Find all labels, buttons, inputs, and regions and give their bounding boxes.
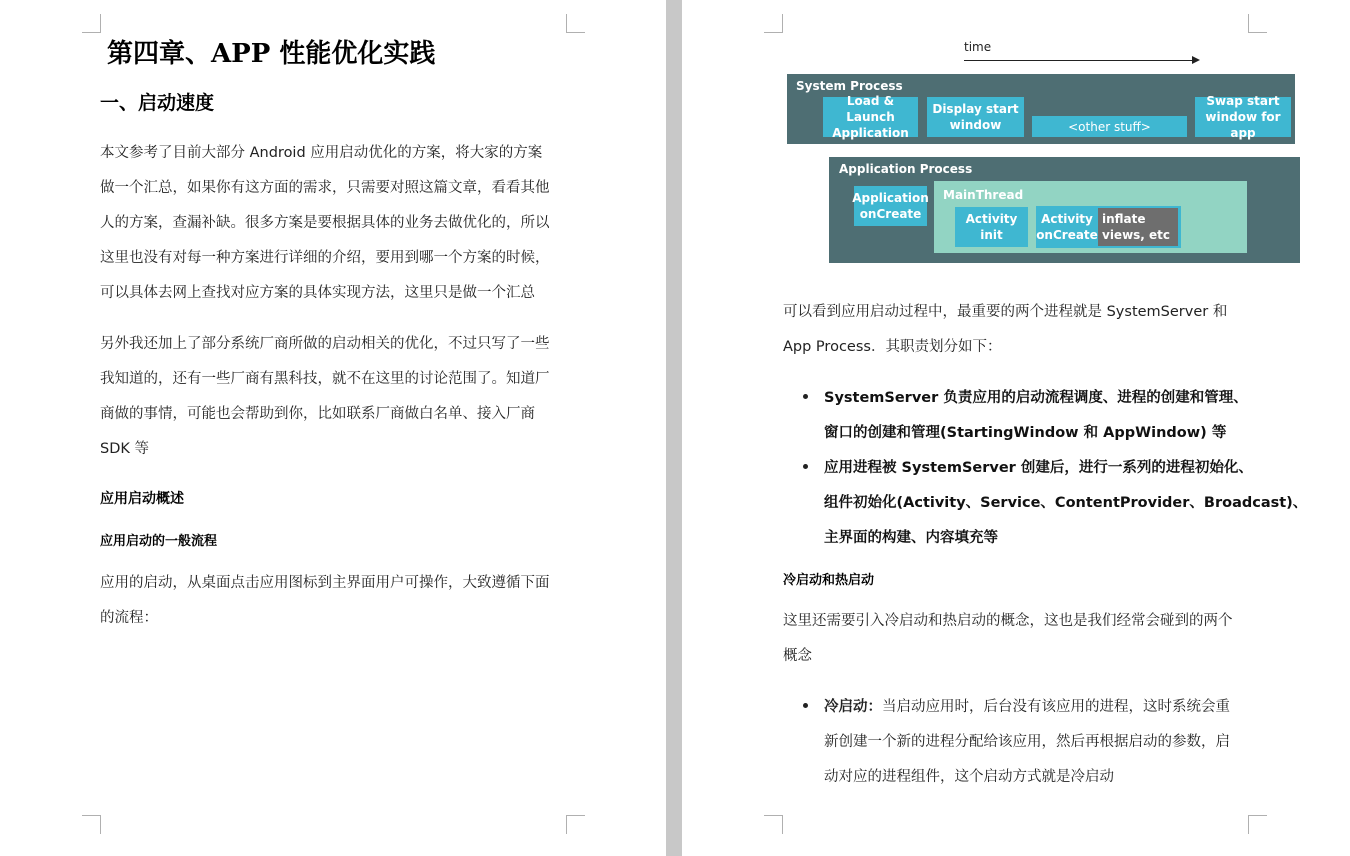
time-arrow-head (1192, 56, 1200, 64)
paragraph-line: 这里还需要引入冷启动和热启动的概念，这也是我们经常会碰到的两个 (783, 613, 1233, 629)
paragraph-line: 的流程： (100, 610, 158, 626)
corner-mark (1248, 14, 1267, 33)
paragraph-line: 概念 (783, 648, 812, 664)
bullet-line: 主界面的构建、内容填充等 (824, 530, 998, 546)
paragraph-line: 可以具体去网上查找对应方案的具体实现方法，这里只是做一个汇总 (100, 285, 535, 301)
other-stuff-box: <other stuff> (1032, 116, 1187, 137)
load-launch-box: Load & Launch Application (823, 97, 918, 137)
paragraph-line: 人的方案，查漏补缺。很多方案是要根据具体的业务去做优化的，所以 (100, 215, 550, 231)
corner-mark (82, 815, 101, 834)
corner-mark (566, 14, 585, 33)
bullet-line: 窗口的创建和管理(StartingWindow 和 AppWindow) 等 (824, 425, 1227, 441)
paragraph-line: 本文参考了目前大部分 Android 应用启动优化的方案，将大家的方案 (100, 145, 543, 161)
bullet-line: 动对应的进程组件，这个启动方式就是冷启动 (824, 769, 1114, 785)
bullet-line (824, 695, 1230, 716)
paragraph-line: 商做的事情，可能也会帮助到你，比如联系厂商做白名单、接入厂商 (100, 406, 535, 422)
corner-mark (1248, 815, 1267, 834)
activity-oncreate-label: Activity onCreate (1036, 212, 1098, 242)
bullet-line: 新创建一个新的进程分配给该应用，然后再根据启动的参数，启 (824, 734, 1230, 750)
bullet-dot (803, 394, 808, 399)
corner-mark (82, 14, 101, 33)
paragraph-line: 应用的启动，从桌面点击应用图标到主界面用户可操作，大致遵循下面 (100, 575, 550, 591)
paragraph-line: 可以看到应用启动过程中，最重要的两个进程就是 SystemServer 和 (783, 304, 1228, 320)
right-page (682, 0, 1350, 856)
time-arrow-line (964, 60, 1192, 61)
system-process-label: System Process (796, 79, 903, 93)
paragraph-line: SDK 等 (100, 441, 149, 457)
bullet-line: 应用进程被 SystemServer 创建后，进行一系列的进程初始化、 (824, 460, 1253, 476)
startup-process-diagram (787, 36, 1302, 266)
cold-start-text: 当启动应用时，后台没有该应用的进程，这时系统会重 (882, 699, 1230, 715)
chapter-title: 第四章、APP 性能优化实践 (107, 39, 436, 69)
corner-mark (566, 815, 585, 834)
display-start-window-box: Display start window (927, 97, 1024, 137)
bullet-dot (803, 464, 808, 469)
time-label: time (964, 40, 992, 54)
paragraph-line: App Process．其职责划分如下： (783, 339, 1002, 355)
cold-start-term: 冷启动： (824, 699, 882, 715)
application-process-label: Application Process (839, 162, 973, 176)
swap-start-window-box: Swap start window for app (1195, 97, 1291, 137)
corner-mark (764, 815, 783, 834)
activity-init-box: Activity init (955, 207, 1028, 247)
heading-overview: 应用启动概述 (100, 491, 184, 507)
application-oncreate-box: Application onCreate (854, 186, 927, 226)
heading-cold-hot: 冷启动和热启动 (783, 573, 875, 588)
section-title: 一、启动速度 (100, 92, 215, 114)
bullet-dot (803, 703, 808, 708)
paragraph-line: 我知道的，还有一些厂商有黑科技，就不在这里的讨论范围了。知道厂 (100, 371, 550, 387)
corner-mark (764, 14, 783, 33)
left-page (0, 0, 666, 856)
paragraph-line: 另外我还加上了部分系统厂商所做的启动相关的优化，不过只写了一些 (100, 336, 550, 352)
bullet-line: 组件初始化(Activity、Service、ContentProvider、Broadcast)、 (824, 495, 1308, 511)
inflate-views-box: inflate views, etc (1098, 208, 1178, 246)
mainthread-label: MainThread (943, 188, 1024, 202)
bullet-line: SystemServer 负责应用的启动流程调度、进程的创建和管理、 (824, 390, 1248, 406)
paragraph-line: 做一个汇总，如果你有这方面的需求，只需要对照这篇文章，看看其他 (100, 180, 550, 196)
paragraph-line: 这里也没有对每一种方案进行详细的介绍，要用到哪一个方案的时候， (100, 250, 550, 266)
heading-flow: 应用启动的一般流程 (100, 534, 218, 549)
